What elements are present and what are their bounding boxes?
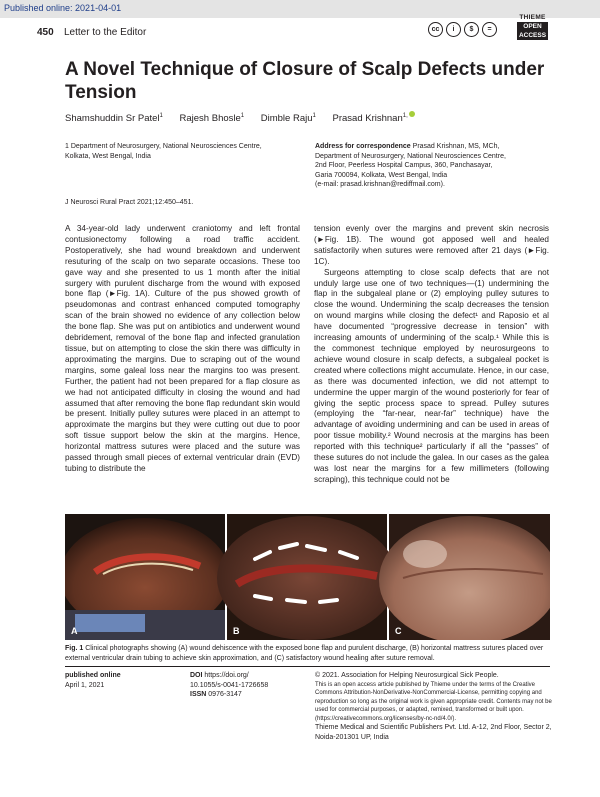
panel-label-c: C xyxy=(395,626,402,636)
figure-panel-b xyxy=(217,514,397,640)
doi-link[interactable]: https://doi.org/ xyxy=(202,672,249,679)
author: Dimble Raju$^1$ xyxy=(260,113,316,125)
figure-1 xyxy=(65,514,550,640)
open-label: OPEN xyxy=(517,22,548,31)
body-column-left xyxy=(65,224,300,475)
footer-license xyxy=(315,671,555,742)
by-icon: i xyxy=(446,22,461,37)
author: Rajesh Bhosle$^1$ xyxy=(179,113,245,125)
author: Shamshuddin Sr Patel$^1$ xyxy=(65,113,163,125)
footer-doi-info: DOI https://doi.org/ 10.1055/s-0041-1726658 ISSN 0976-3147 xyxy=(190,671,290,700)
published-online-text: Published online: 2021-04-01 xyxy=(4,3,122,13)
citation-line: J Neurosci Rural Pract 2021;12:450–451. xyxy=(65,199,194,206)
section-label: Letter to the Editor xyxy=(64,27,147,38)
footer-publication-info: published online April 1, 2021 xyxy=(65,672,121,689)
affiliation: 1 Department of Neurosurgery, National Neurosciences Centre, Kolkata, West Bengal, India xyxy=(65,143,262,160)
orcid-icon[interactable] xyxy=(409,111,415,117)
body-paragraph: A 34-year-old lady underwent craniotomy and left frontal contusionectomy following a road traffic accident. Postoperatively, she had wound breakdown and underwent resuturing of the scalp on two separate occasions. These too gave way and she presented to us 1 month after the initial surgery with purulent discharge from the wound with exposed bone flap (►Fig. 1A). Culture of the pus showed growth of pseudomonas and contrast enhanced computed tomography scan of the brain showed no evidence of any collection below the bone flap. She was put on antibiotics and underwent wound debridement, removal of the bone flap and infected granulation tissue, but on attempting to close the skin there was difficulty in approximating the margins. Due to scraping out of the wound margins, some galeal loss near the margins too was present. Further, the patient had not been prepared for a flap closure as we had not anticipated difficulty in closing the wound and had assumed that after removing the bone flap redundant skin would be present. Initially pulley sutures were placed in an attempt to approximate the margins but they were cutting out due to poor soft tissue support below the skin at the margins. Hence, horizontal mattress sutures were placed and the suture was passed through small pieces of external ventricular drain (EVD) tubing to distribute the xyxy=(65,224,300,473)
article-title: A Novel Technique of Closure of Scalp Defects under Tension xyxy=(65,59,545,103)
nc-icon: $ xyxy=(464,22,479,37)
copyright-line: © 2021. Association for Helping Neurosurgical Sick People. xyxy=(315,672,499,679)
correspondence-email[interactable]: (e-mail: prasad.krishnan@rediffmail.com). xyxy=(315,181,445,188)
body-paragraph: tension evenly over the margins and prevent skin necrosis (►Fig. 1B). The wound got apposed well and healed satisfactorily when sutures were removed after 21 days (►Fig. 1C). xyxy=(314,224,549,266)
author: Prasad Krishnan$^{1,}$ xyxy=(333,113,429,124)
thieme-brand: THIEME xyxy=(519,14,546,21)
publisher-address: Thieme Medical and Scientific Publishers Pvt. Ltd. A-12, 2nd Floor, Sector 2, Noida-201301 UP, India xyxy=(315,724,552,741)
thieme-open-access-logo xyxy=(517,14,548,45)
figure-panel-a xyxy=(65,514,230,640)
page-number: 450 xyxy=(37,27,54,38)
author-list xyxy=(65,111,443,124)
body-paragraph: Surgeons attempting to close scalp defects that are not unduly large use one of two techniques—(1) undermining the flap in the subgaleal plane or (2) employing pulley sutures to close the wound. Undermining the scalp decreases the tension on wound margins while closing the defect¹ and Raposio et al have documented “progressive decrease in tension” with increasing amounts of undermining of the scalp.¹ While this is the commonest technique employed by neurosurgeons to achieve wound closure in scalp defects, a subgaleal pocket is created where collections might accumulate. Hence, in our case, as there was documented infection, we did not attempt to undermine the upper margin of the wound posteriorly for fear of giving the septic process space to spread. Pulley sutures (employing the “far-near, near-far” technique) have the advantage of avoiding undermining and can be used in areas of poor tissue mobility.² Wound necrosis at the margins has been reported with this technique² particularly if all the “passes” of these sutures do not include the galea. In our cases as the galea was lost near the margins for a few millimeters (following scraping), this technique could not be xyxy=(314,267,549,484)
correspondence-address: Address for correspondence Prasad Krishnan, MS, MCh, Department of Neurosurgery, National Neurosciences Centre, 2nd Floor, Peerless Hospital Campus, 360, Panchasayar, Garia 700094, Kolkata, West Bengal, India (e-mail: prasad.krishnan@rediffmail.com). xyxy=(315,142,555,190)
access-label: ACCESS xyxy=(518,32,547,39)
doi-value[interactable]: 10.1055/s-0041-1726658 xyxy=(190,681,269,689)
figure-panel-c xyxy=(379,514,550,640)
cc-icon: cc xyxy=(428,22,443,37)
panel-label-b: B xyxy=(233,626,240,636)
footer-divider xyxy=(65,666,550,667)
correspondence-label: Address for correspondence xyxy=(315,143,411,150)
figure-caption: Fig. 1 Clinical photographs showing (A) wound dehiscence with the exposed bone flap and purulent discharge, (B) horizontal mattress sutures placed over external ventricular drain tubing to achieve skin approximation, and (C) satisfactory wound healing after suture removal. xyxy=(65,645,544,662)
body-column-right xyxy=(314,224,549,486)
panel-label-a: A xyxy=(71,626,78,636)
nd-icon: = xyxy=(482,22,497,37)
license-text: This is an open access article published by Thieme under the terms of the Creative Commons Attribution-NonDerivative-NonCommercial-License, permitting copying and reproduction so long as the original work is given appropriate credit. Contents may not be used for commercial purposes, or adapted, remixed, transformed or built upon. (https://creativecommons.org/licenses/by-nc-nd/4.0/). xyxy=(315,681,552,722)
